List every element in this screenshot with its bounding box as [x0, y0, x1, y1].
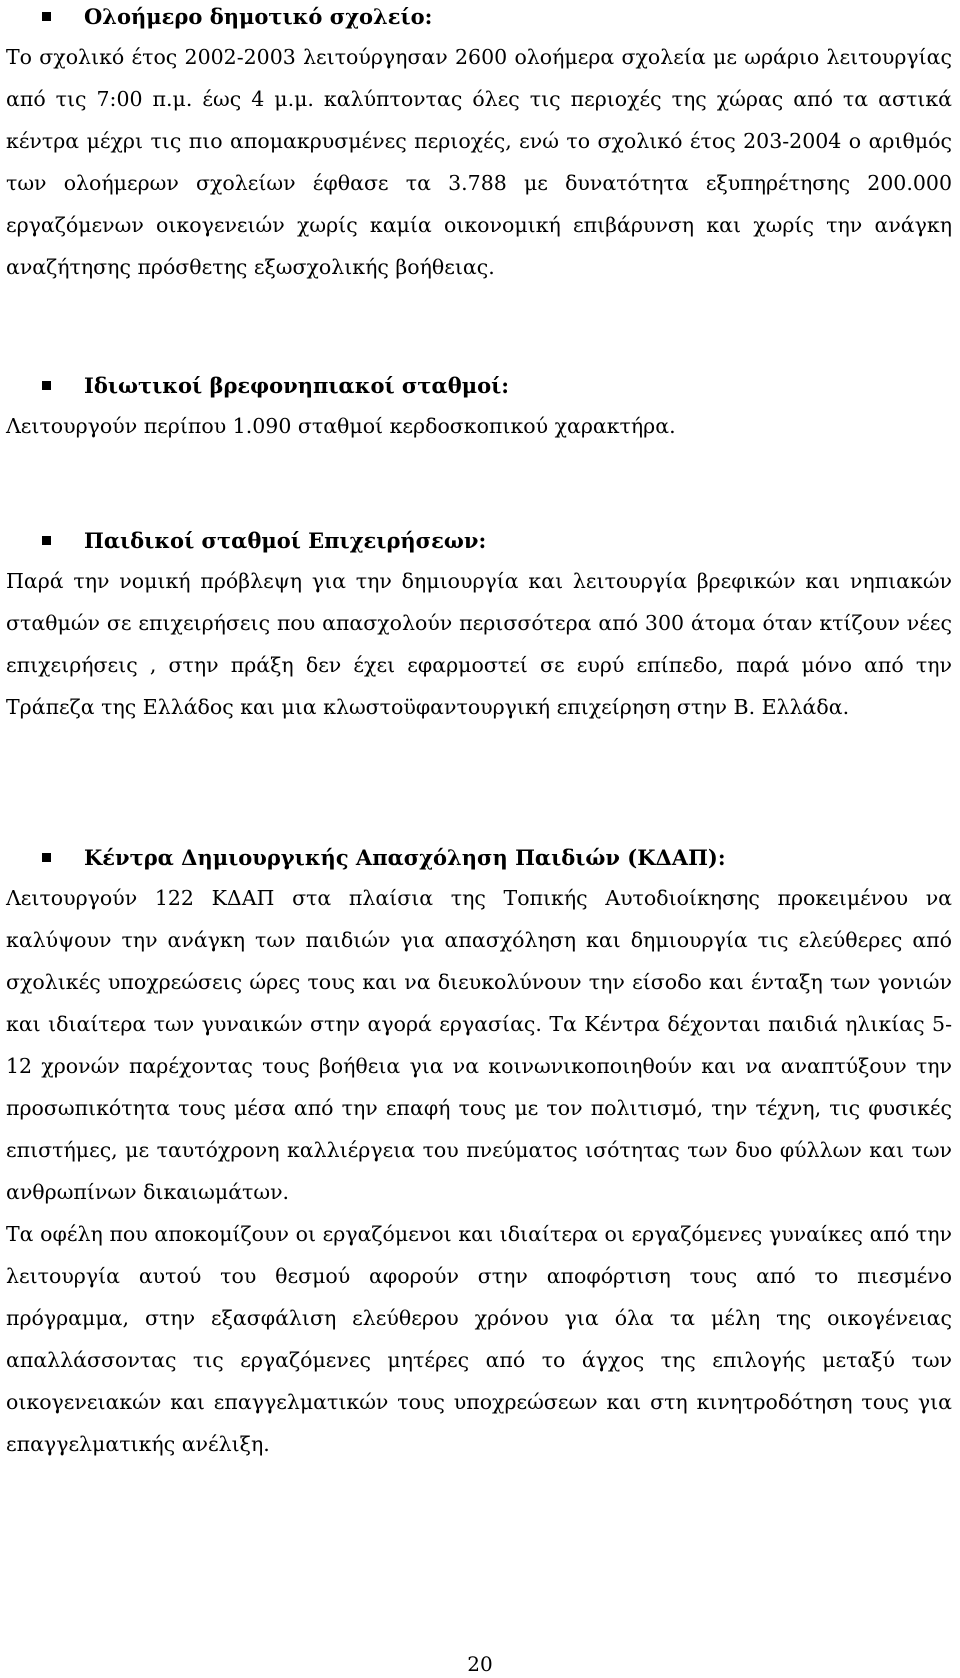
square-bullet-icon	[42, 853, 51, 862]
body-paragraph: Λειτουργούν 122 ΚΔΑΠ στα πλαίσια της Τοπικής Αυτοδιοίκησης προκειμένου να καλύψουν την ανάγκη των παιδιών για απασχόληση και δημιουργία τις ελεύθερες από σχολικές υποχρεώσεις ώρες τους και να διευκολύνουν την είσοδο και ένταξη των γονιών και ιδιαίτερα των γυναικών στην αγορά εργασίας. Τα Κέντρα δέχονται παιδιά ηλικίας 5-12 χρονών παρέχοντας τους βοήθεια για να κοινωνικοποιηθούν και να αναπτύξουν την προσωπικότητα τους μέσα από την επαφή τους με τον πολιτισμό, την τέχνη, τις φυσικές επιστήμες, με ταυτόχρονη καλλιέργεια του πνεύματος ισότητας των δυο φύλλων και των ανθρωπίνων δικαιωμάτων.	[6, 886, 952, 1204]
section-heading-text: Παιδικοί σταθμοί Επιχειρήσεων:	[84, 528, 487, 553]
page-number: 20	[467, 1652, 493, 1676]
section-heading	[6, 528, 952, 554]
section-heading-text: Κέντρα Δημιουργικής Απασχόληση Παιδιών (ΚΔΑΠ):	[84, 845, 726, 870]
section-heading	[6, 373, 952, 399]
section-heading	[6, 845, 952, 871]
section-company-nurseries	[6, 528, 952, 728]
body-paragraph: Το σχολικό έτος 2002-2003 λειτούργησαν 2600 ολοήμερα σχολεία με ωράριο λειτουργίας από τις 7:00 π.μ. έως 4 μ.μ. καλύπτοντας όλες τις περιοχές της χώρας από τα αστικά κέντρα μέχρι τις πιο απομακρυσμένες περιοχές, ενώ το σχολικό έτος 203-2004 ο αριθμός των ολοήμερων σχολείων έφθασε τα 3.788 με δυνατότητα εξυπηρέτησης 200.000 εργαζόμενων οικογενειών χωρίς καμία οικονομική επιβάρυνση και χωρίς την ανάγκη αναζήτησης πρόσθετης εξωσχολικής βοήθειας.	[6, 45, 952, 279]
section-kdap	[6, 845, 952, 1465]
section-private-nurseries	[6, 373, 952, 447]
body-paragraph: Τα οφέλη που αποκομίζουν οι εργαζόμενοι και ιδιαίτερα οι εργαζόμενες γυναίκες από την λειτουργία αυτού του θεσμού αφορούν στην αποφόρτιση τους από το πιεσμένο πρόγραμμα, στην εξασφάλιση ελεύθερου χρόνου για όλα τα μέλη της οικογένειας απαλλάσσοντας τις εργαζόμενες μητέρες από το άγχος της επιλογής μεταξύ των οικογενειακών και επαγγελματικών τους υποχρεώσεων και στη κινητροδότηση τους για επαγγελματικής ανέλιξη.	[6, 1222, 952, 1456]
section-heading-text: Ιδιωτικοί βρεφονηπιακοί σταθμοί:	[84, 373, 510, 398]
section-heading-text: Ολοήμερο δημοτικό σχολείο:	[84, 4, 433, 29]
section-full-day-school	[6, 4, 952, 288]
square-bullet-icon	[42, 12, 51, 21]
square-bullet-icon	[42, 381, 51, 390]
body-paragraph: Παρά την νομική πρόβλεψη για την δημιουργία και λειτουργία βρεφικών και νηπιακών σταθμών σε επιχειρήσεις που απασχολούν περισσότερα από 300 άτομα όταν κτίζουν νέες επιχειρήσεις , στην πράξη δεν έχει εφαρμοστεί σε ευρύ επίπεδο, παρά μόνο από την Τράπεζα της Ελλάδος και μια κλωστοϋφαντουργική επιχείρηση στην Β. Ελλάδα.	[6, 569, 952, 719]
square-bullet-icon	[42, 536, 51, 545]
body-paragraph: Λειτουργούν περίπου 1.090 σταθμοί κερδοσκοπικού χαρακτήρα.	[6, 414, 676, 438]
section-heading	[6, 4, 952, 30]
